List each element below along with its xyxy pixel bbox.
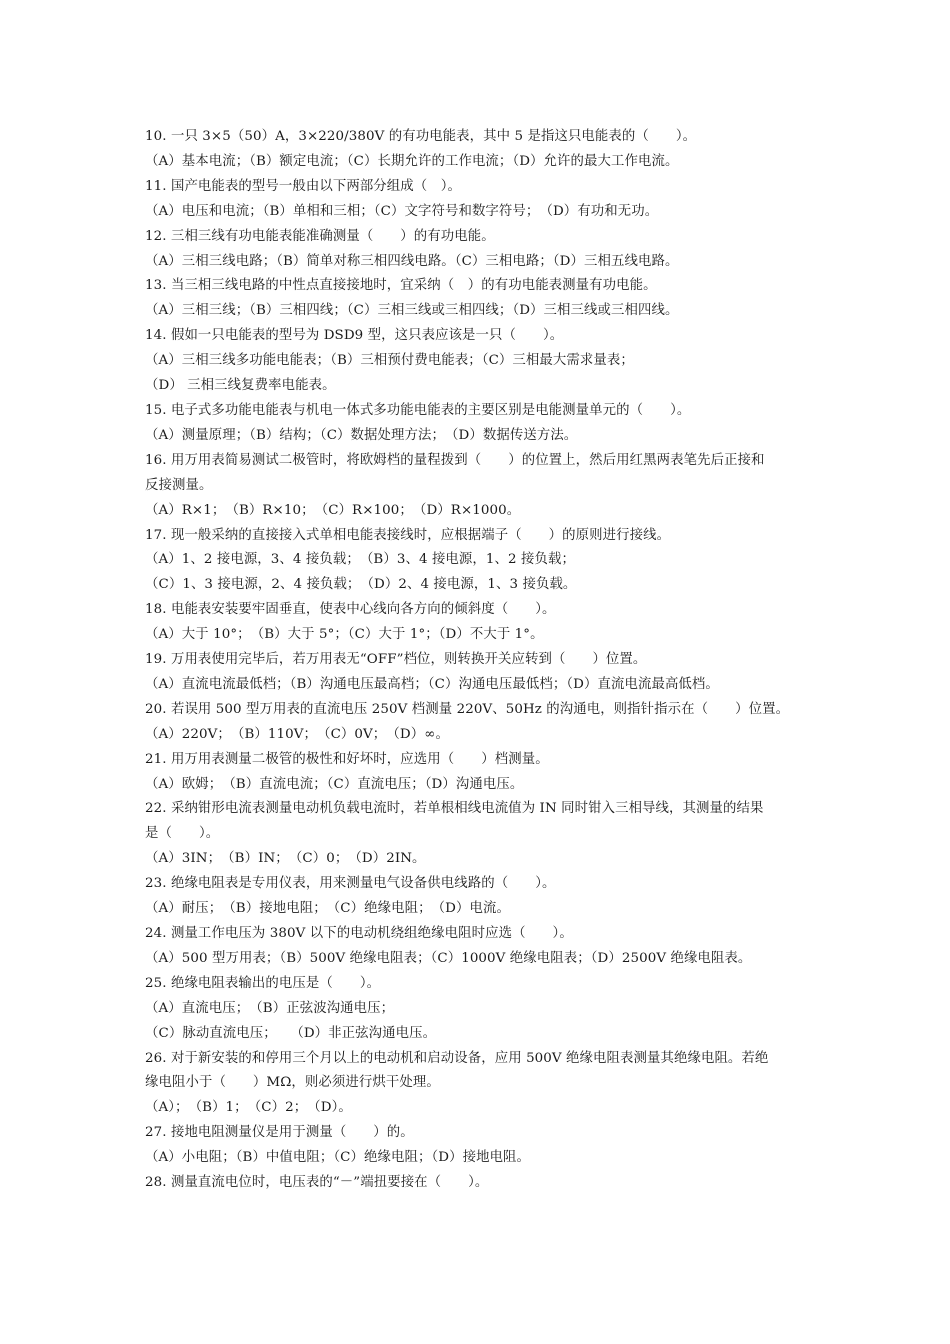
answer-options: （A）220V； （B）110V； （C）0V； （D）∞。: [145, 726, 449, 742]
question-text: 24. 测量工作电压为 380V 以下的电动机绕组绝缘电阻时应选（ ）。: [145, 926, 573, 941]
question-text: 15. 电子式多功能电能表与机电一体式多功能电能表的主要区别是电能测量单元的（ ）。: [145, 402, 691, 418]
question-text: 22. 采纳钳形电流表测量电动机负载电流时，若单根相线电流值为 IN 同时钳入三相导线，其测量的结果: [145, 801, 764, 817]
answer-options: （A）大于 10°； （B）大于 5°；（C）大于 1°；（D）不大于 1°。: [145, 627, 544, 643]
answer-options: （A）电压和电流；（B）单相和三相；（C）文字符号和数字符号； （D）有功和无功。: [145, 203, 659, 219]
answer-options: （A）1、2 接电源，3、4 接负载； （B）3、4 接电源，1、2 接负载；: [145, 552, 575, 568]
answer-options: （A）三相三线多功能电能表；（B）三相预付费电能表；（C）三相最大需求量表；: [145, 353, 634, 369]
answer-options: （A）小电阻；（B）中值电阻；（C）绝缘电阻；（D）接地电阻。: [145, 1150, 531, 1166]
question-text: 23. 绝缘电阻表是专用仪表，用来测量电气设备供电线路的（ ）。: [145, 876, 556, 892]
answer-options: （A）欧姆； （B）直流电流；（C）直流电压；（D）沟通电压。: [145, 776, 524, 792]
question-text: 28. 测量直流电位时，电压表的“－”端扭要接在（ ）。: [145, 1175, 489, 1191]
question-text: 19. 万用表使用完毕后，若万用表无“OFF”档位，则转换开关应转到（ ）位置。: [145, 652, 647, 668]
answer-options: （A）三相三线；（B）三相四线；（C）三相三线或三相四线；（D）三相三线或三相四线。: [145, 303, 679, 319]
question-text: 17. 现一般采纳的直接接入式单相电能表接线时，应根据端子（ ）的原则进行接线。: [145, 527, 671, 543]
question-text: 反接测量。: [145, 477, 213, 493]
answer-options: （A）三相三线电路；（B）简单对称三相四线电路。（C）三相电路；（D）三相五线电路。: [145, 253, 679, 269]
question-text: 12. 三相三线有功电能表能准确测量（ ）的有功电能。: [145, 228, 495, 244]
answer-options: （D） 三相三线复费率电能表。: [145, 378, 336, 394]
answer-options: （A）R×1； （B）R×10； （C）R×100； （D）R×1000。: [145, 502, 521, 518]
answer-options: （A）； （B）1； （C）2； （D）。: [145, 1100, 352, 1116]
question-text: 缘电阻小于（ ）MΩ，则必须进行烘干处理。: [145, 1075, 440, 1091]
question-text: 26. 对于新安装的和停用三个月以上的电动机和启动设备，应用 500V 绝缘电阻表测量其绝缘电阻。若绝: [145, 1050, 769, 1066]
answer-options: （C）1、3 接电源，2、4 接负载； （D）2、4 接电源，1、3 接负载。: [145, 577, 577, 593]
answer-options: （A）3IN； （B）IN； （C）0； （D）2IN。: [145, 851, 426, 867]
question-text: 10. 一只 3×5（50）A，3×220/380V 的有功电能表，其中 5 是指这只电能表的（ ）。: [145, 129, 697, 144]
question-text: 16. 用万用表简易测试二极管时，将欧姆档的量程拨到（ ）的位置上，然后用红黑两表笔先后正接和: [145, 452, 765, 468]
answer-options: （A）直流电流最低档；（B）沟通电压最高档；（C）沟通电压最低档；（D）直流电流最高低档。: [145, 676, 719, 692]
question-text: 25. 绝缘电阻表输出的电压是（ ）。: [145, 975, 381, 991]
answer-options: （A）直流电压； （B）正弦波沟通电压；: [145, 1000, 395, 1016]
answer-options: （A）测量原理；（B）结构；（C）数据处理方法； （D）数据传送方法。: [145, 427, 578, 443]
question-text: 21. 用万用表测量二极管的极性和好坏时，应选用（ ）档测量。: [145, 751, 549, 767]
answer-options: （A）500 型万用表；（B）500V 绝缘电阻表；（C）1000V 绝缘电阻表；（D）2500V 绝缘电阻表。: [145, 950, 752, 966]
question-text: 是（ ）。: [145, 826, 220, 842]
question-text: 14. 假如一只电能表的型号为 DSD9 型，这只表应该是一只（ ）。: [145, 328, 564, 344]
answer-options: （A）耐压； （B）接地电阻； （C）绝缘电阻； （D）电流。: [145, 901, 510, 917]
question-text: 20. 若误用 500 型万用表的直流电压 250V 档测量 220V、50Hz 的沟通电，则指针指示在（ ）位置。: [145, 701, 790, 717]
question-text: 18. 电能表安装要牢固垂直，使表中心线向各方向的倾斜度（ ）。: [145, 602, 556, 618]
question-list: [145, 125, 810, 1196]
question-text: 27. 接地电阻测量仪是用于测量（ ）的。: [145, 1125, 414, 1141]
question-text: 13. 当三相三线电路的中性点直接接地时，宜采纳（ ）的有功电能表测量有功电能。: [145, 278, 657, 294]
answer-options: （C）脉动直流电压； （D）非正弦沟通电压。: [145, 1025, 437, 1041]
answer-options: （A）基本电流；（B）额定电流；（C）长期允许的工作电流；（D）允许的最大工作电流。: [145, 153, 679, 169]
question-text: 11. 国产电能表的型号一般由以下两部分组成（ ）。: [145, 178, 462, 194]
